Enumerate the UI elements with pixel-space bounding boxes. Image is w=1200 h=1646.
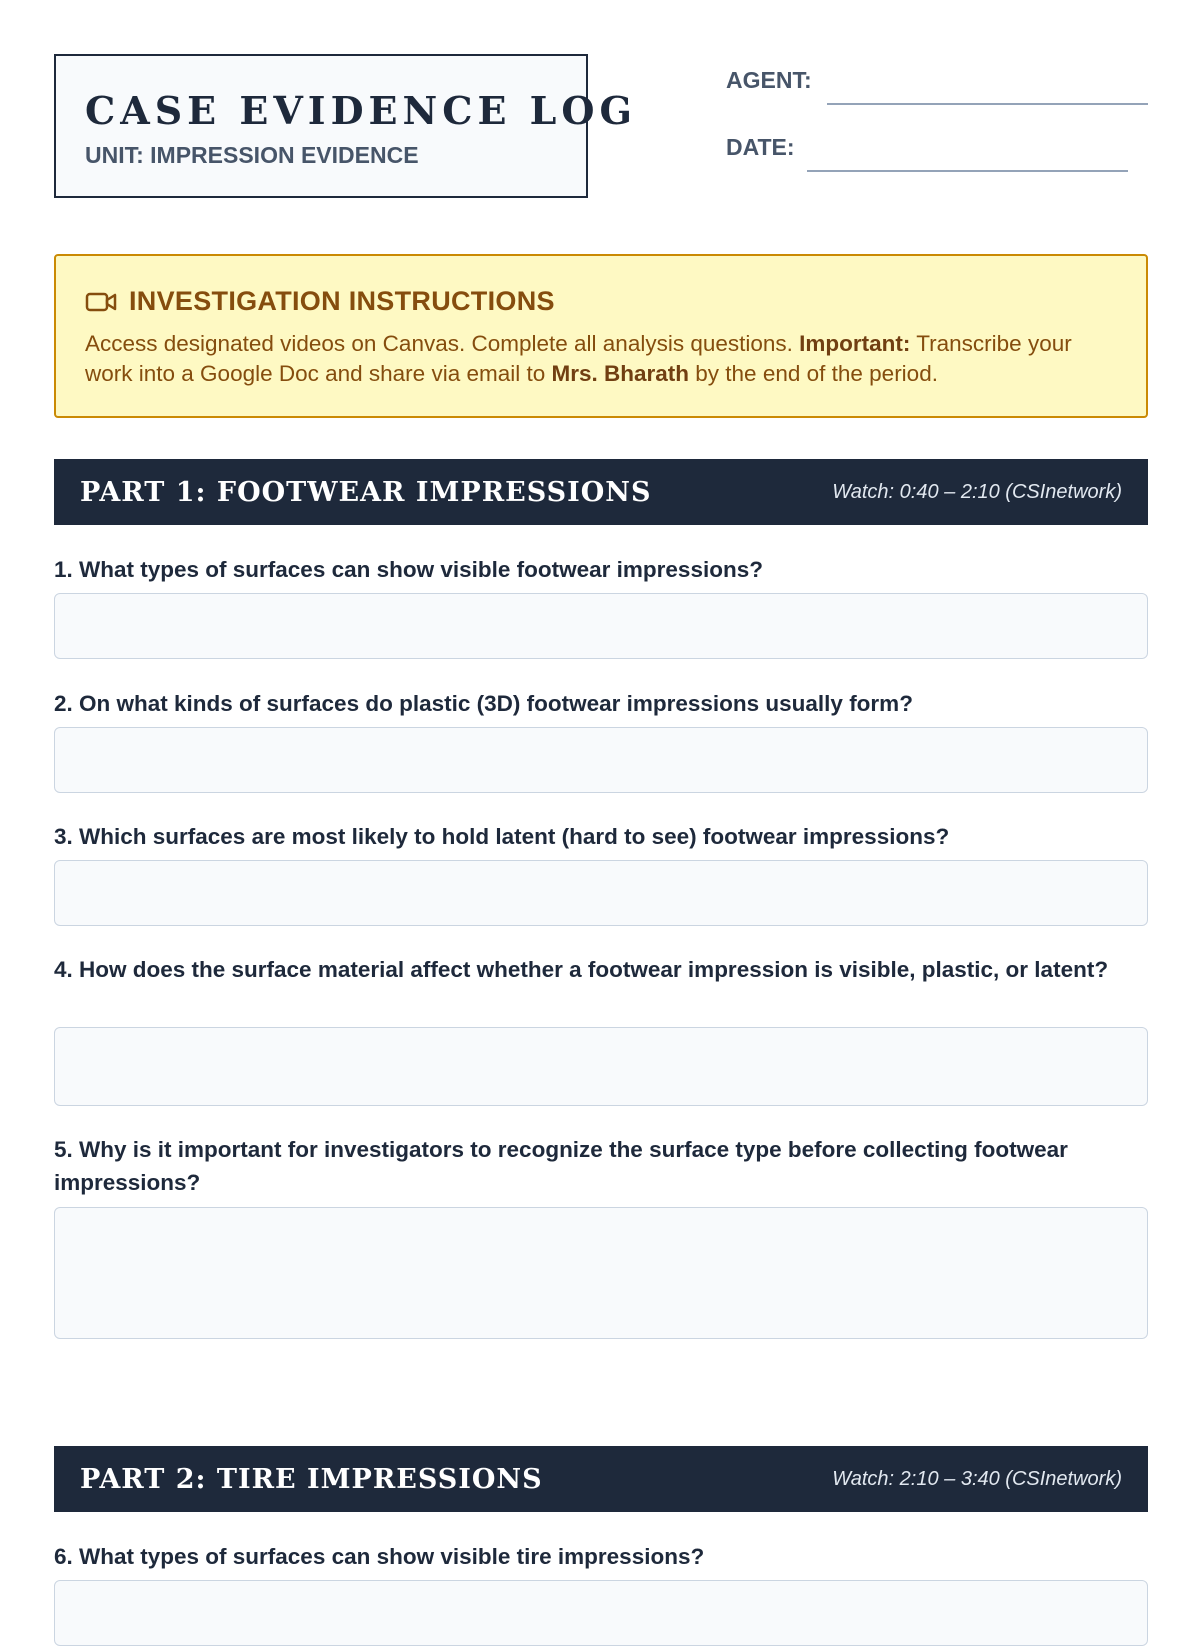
instructions-text: Access designated videos on Canvas. Complete all analysis questions. Important: Transcribe your work into a Google Doc and share via email to Mrs. Bharath by the end of the period. — [85, 331, 1072, 386]
agent-label: AGENT: — [726, 67, 812, 93]
answer-box-5[interactable] — [54, 1207, 1148, 1339]
answer-box-2[interactable] — [54, 727, 1148, 793]
instructions-panel — [54, 254, 1148, 418]
question-1: 1. What types of surfaces can show visible footwear impressions? — [54, 557, 763, 582]
answer-box-6[interactable] — [54, 1580, 1148, 1646]
answer-box-3[interactable] — [54, 860, 1148, 926]
video-camera-icon — [85, 291, 117, 313]
question-2: 2. On what kinds of surfaces do plastic (3D) footwear impressions usually form? — [54, 691, 913, 716]
question-6: 6. What types of surfaces can show visible tire impressions? — [54, 1544, 705, 1569]
part-1-header — [54, 459, 1148, 525]
question-4: 4. How does the surface material affect whether a footwear impression is visible, plastic, or latent? — [54, 957, 1109, 982]
part-2-watch-range: Watch: 2:10 – 3:40 (CSInetwork) — [832, 1467, 1122, 1490]
date-field[interactable] — [807, 170, 1128, 172]
agent-field[interactable] — [827, 103, 1148, 105]
part-1-watch-range: Watch: 0:40 – 2:10 (CSInetwork) — [832, 480, 1122, 503]
part-2-header — [54, 1446, 1148, 1512]
question-3: 3. Which surfaces are most likely to hold latent (hard to see) footwear impressions? — [54, 824, 950, 849]
answer-box-1[interactable] — [54, 593, 1148, 659]
case-title-box — [54, 54, 637, 198]
question-5: 5. Why is it important for investigators to recognize the surface type before collecting footwear impressions? — [54, 1137, 1068, 1195]
page-title: CASE EVIDENCE LOG — [85, 88, 637, 133]
part-2-title: PART 2: TIRE IMPRESSIONS — [80, 1463, 543, 1495]
important-label: Important: — [799, 331, 911, 356]
answer-box-4[interactable] — [54, 1027, 1148, 1106]
unit-label: UNIT: IMPRESSION EVIDENCE — [85, 142, 419, 168]
date-label: DATE: — [726, 134, 795, 160]
part-1-title: PART 1: FOOTWEAR IMPRESSIONS — [80, 476, 652, 508]
teacher-name: Mrs. Bharath — [551, 361, 690, 386]
instructions-title: INVESTIGATION INSTRUCTIONS — [129, 286, 555, 316]
